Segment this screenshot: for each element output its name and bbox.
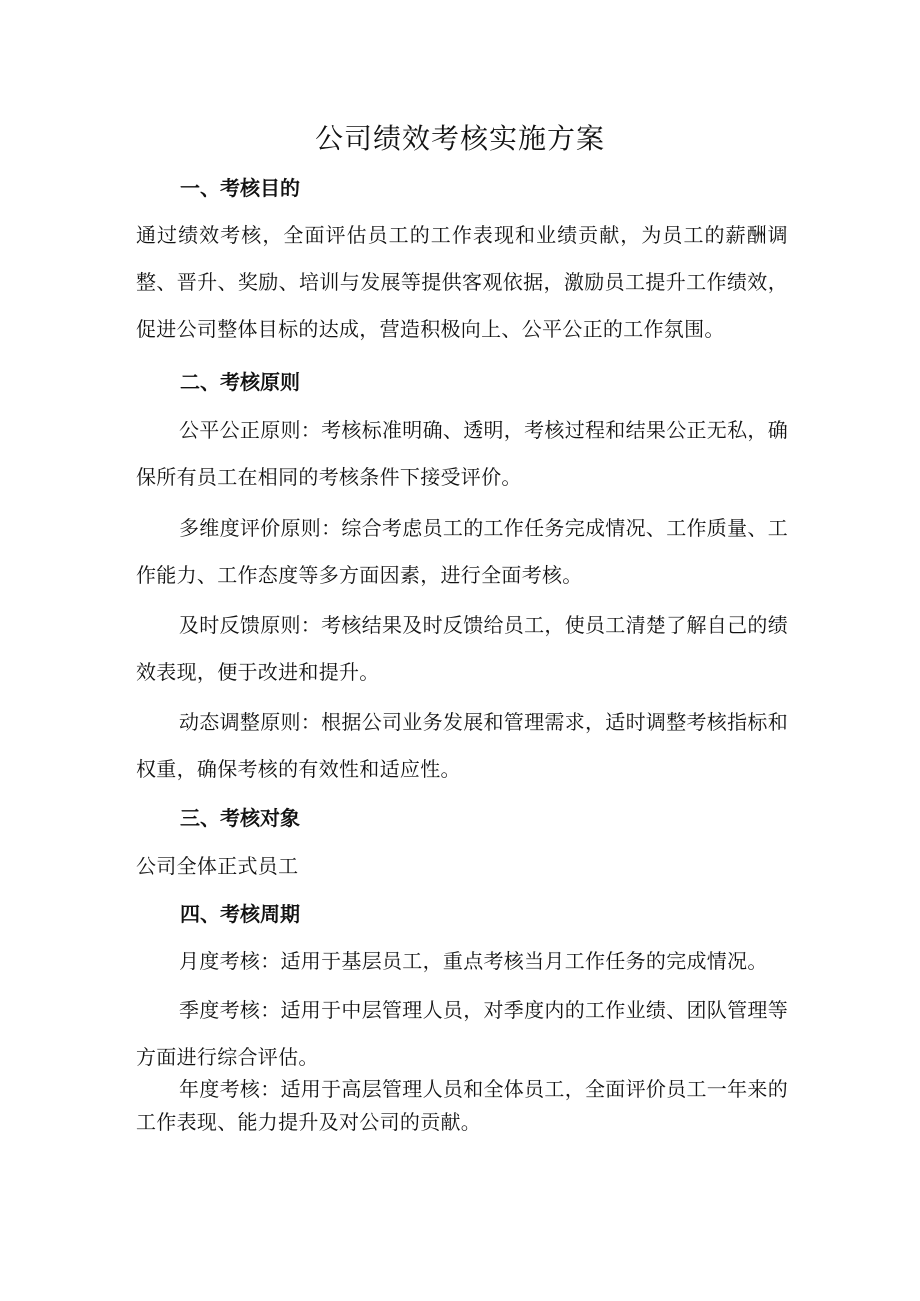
cycle-monthly-paragraph: 月度考核：适用于基层员工，重点考核当月工作任务的完成情况。 xyxy=(179,949,768,973)
section-heading-cycle: 四、考核周期 xyxy=(180,902,300,926)
principle-feedback-paragraph: 及时反馈原则：考核结果及时反馈给员工，使员工清楚了解自己的绩效表现，便于改进和提升。 xyxy=(136,613,788,684)
section-heading-purpose: 一、考核目的 xyxy=(180,176,300,200)
document-title: 公司绩效考核实施方案 xyxy=(314,122,605,155)
principle-multidimensional-paragraph: 多维度评价原则：综合考虑员工的工作任务完成情况、工作质量、工作能力、工作态度等多方面因素，进行全面考核。 xyxy=(136,516,788,587)
section-heading-principles: 二、考核原则 xyxy=(180,370,300,394)
section-heading-target: 三、考核对象 xyxy=(180,806,300,830)
principle-dynamic-paragraph: 动态调整原则：根据公司业务发展和管理需求，适时调整考核指标和权重，确保考核的有效性和适应性。 xyxy=(136,710,788,781)
cycle-quarterly-paragraph: 季度考核：适用于中层管理人员，对季度内的工作业绩、团队管理等方面进行综合评估。 xyxy=(136,998,788,1069)
section-purpose-paragraph: 通过绩效考核，全面评估员工的工作表现和业绩贡献，为员工的薪酬调整、晋升、奖励、培训与发展等提供客观依据，激励员工提升工作绩效，促进公司整体目标的达成，营造积极向上、公平公正的工作氛围。 xyxy=(136,223,788,341)
section-target-paragraph: 公司全体正式员工 xyxy=(136,854,299,878)
cycle-annual-paragraph: 年度考核：适用于高层管理人员和全体员工，全面评价员工一年来的工作表现、能力提升及对公司的贡献。 xyxy=(136,1077,788,1134)
principle-fairness-paragraph: 公平公正原则：考核标准明确、透明，考核过程和结果公正无私，确保所有员工在相同的考核条件下接受评价。 xyxy=(136,418,788,489)
